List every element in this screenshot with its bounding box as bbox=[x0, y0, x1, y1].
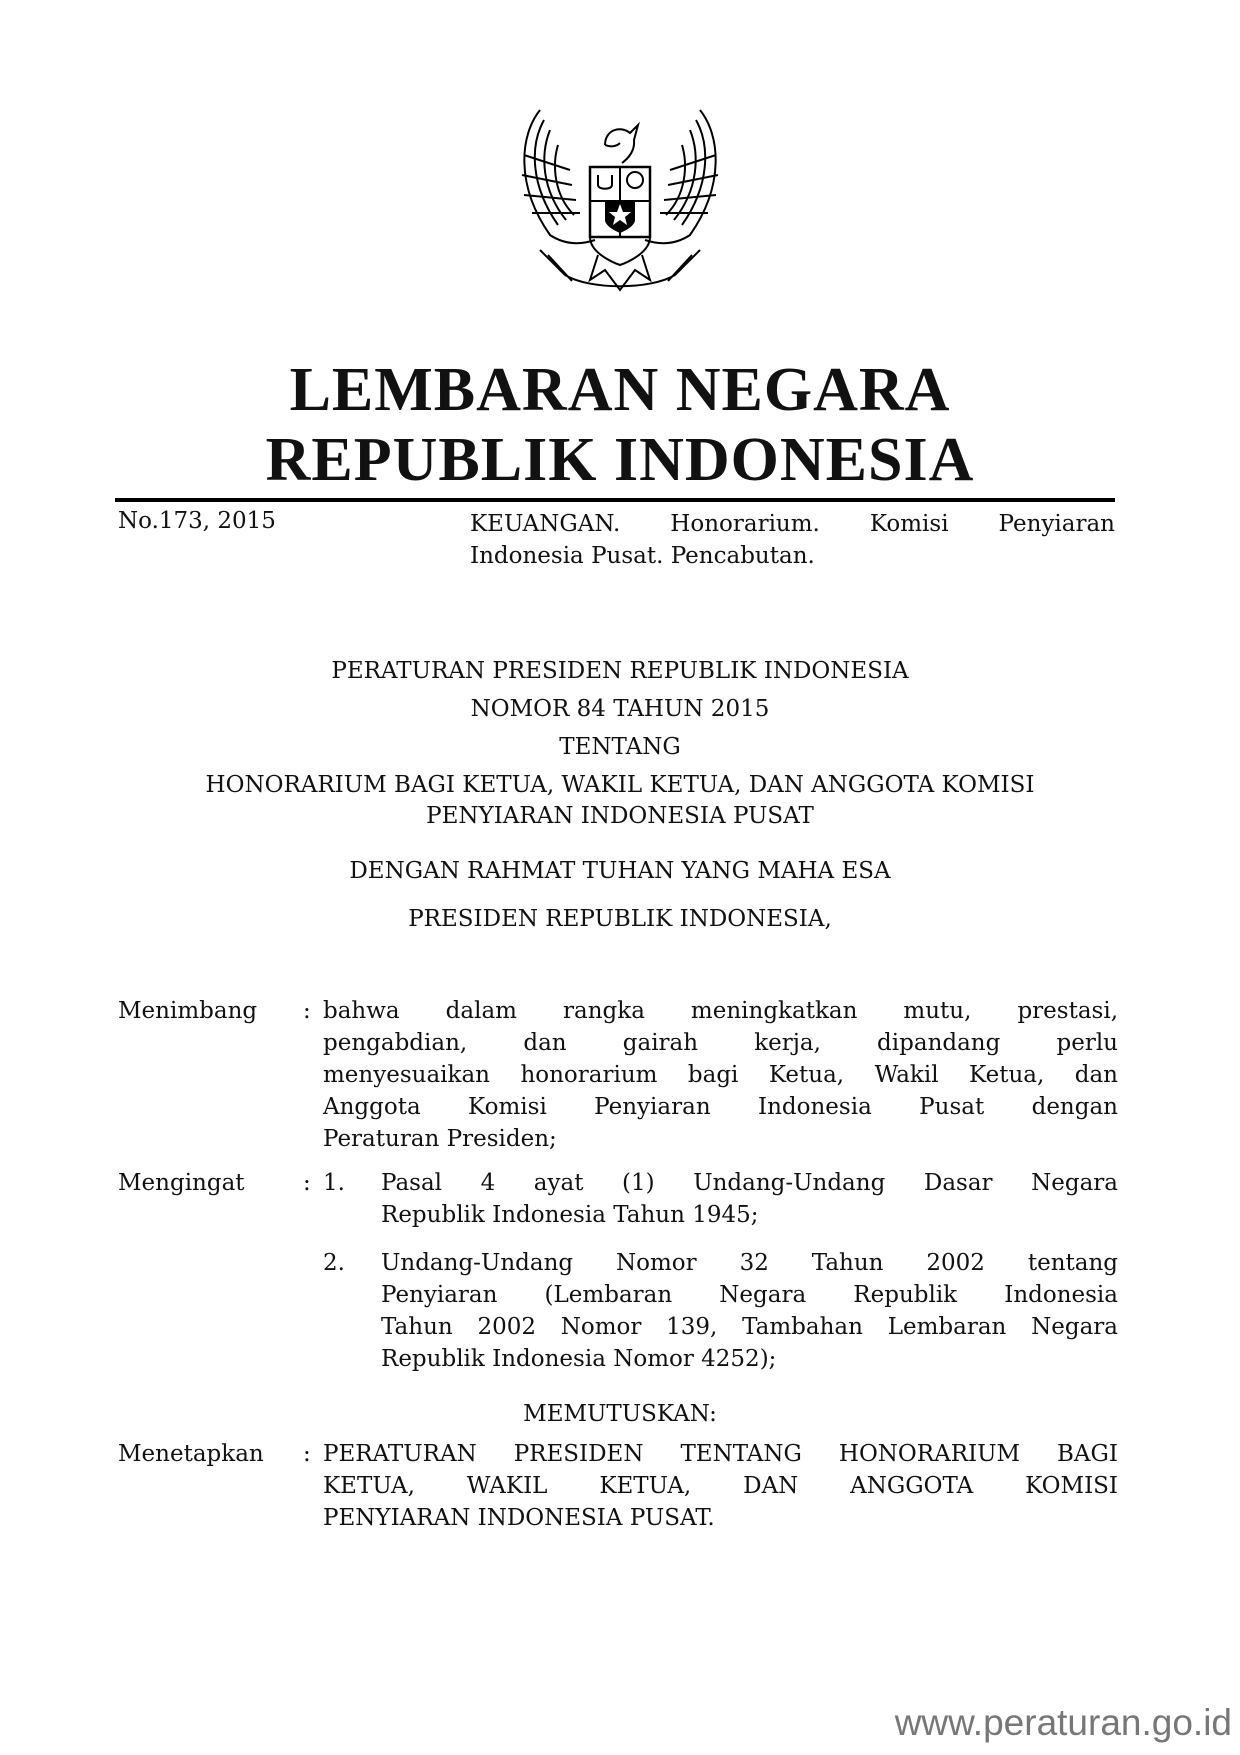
subject-line: Indonesia Pusat. Pencabutan. bbox=[470, 543, 815, 569]
item-number: 2. bbox=[323, 1250, 345, 1276]
mengingat-item-1 bbox=[381, 1167, 1118, 1231]
menimbang-label: Menimbang bbox=[118, 998, 258, 1024]
header-divider bbox=[115, 498, 1115, 502]
regulation-subject-line2: PENYIARAN INDONESIA PUSAT bbox=[426, 803, 814, 829]
regulation-heading: PERATURAN PRESIDEN REPUBLIK INDONESIA bbox=[331, 658, 909, 684]
text-line: Pasal 4 ayat (1) Undang-Undang Dasar Negara bbox=[381, 1170, 1118, 1196]
invocation: DENGAN RAHMAT TUHAN YANG MAHA ESA bbox=[349, 858, 891, 884]
text-line: pengabdian, dan gairah kerja, dipandang perlu bbox=[323, 1030, 1118, 1056]
subject-line: KEUANGAN. Honorarium. Komisi Penyiaran bbox=[470, 511, 1115, 537]
mengingat-section bbox=[118, 1167, 1118, 1237]
regulation-tentang: TENTANG bbox=[559, 734, 681, 760]
text-line: Peraturan Presiden; bbox=[323, 1126, 557, 1152]
text-line: menyesuaikan honorarium bagi Ketua, Wakil Ketua, dan bbox=[323, 1062, 1118, 1088]
regulation-subject-line1: HONORARIUM BAGI KETUA, WAKIL KETUA, DAN ANGGOTA KOMISI bbox=[205, 772, 1035, 798]
text-line: bahwa dalam rangka meningkatkan mutu, prestasi, bbox=[323, 998, 1118, 1024]
text-line: Anggota Komisi Penyiaran Indonesia Pusat dengan bbox=[323, 1094, 1118, 1120]
text-line: Penyiaran (Lembaran Negara Republik Indonesia bbox=[381, 1282, 1118, 1308]
gazette-subject bbox=[470, 508, 1115, 572]
mengingat-item-2 bbox=[381, 1247, 1118, 1375]
gazette-title-line2: REPUBLIK INDONESIA bbox=[265, 426, 975, 494]
menimbang-text bbox=[323, 995, 1118, 1155]
gazette-title-line1: LEMBARAN NEGARA bbox=[289, 356, 951, 424]
menimbang-section bbox=[118, 995, 1118, 1165]
text-line: PENYIARAN INDONESIA PUSAT. bbox=[323, 1505, 715, 1531]
text-line: Undang-Undang Nomor 32 Tahun 2002 tentang bbox=[381, 1250, 1118, 1276]
colon: : bbox=[303, 1441, 311, 1467]
item-number: 1. bbox=[323, 1170, 345, 1196]
president-heading: PRESIDEN REPUBLIK INDONESIA, bbox=[408, 906, 832, 932]
memutuskan-heading: MEMUTUSKAN: bbox=[523, 1401, 717, 1427]
text-line: KETUA, WAKIL KETUA, DAN ANGGOTA KOMISI bbox=[323, 1473, 1118, 1499]
mengingat-item-2-row bbox=[118, 1247, 1118, 1377]
text-line: Republik Indonesia Tahun 1945; bbox=[381, 1202, 759, 1228]
menetapkan-section bbox=[118, 1438, 1118, 1538]
regulation-number: NOMOR 84 TAHUN 2015 bbox=[470, 696, 770, 722]
text-line: Republik Indonesia Nomor 4252); bbox=[381, 1346, 777, 1372]
menetapkan-label: Menetapkan bbox=[118, 1441, 264, 1467]
footer-url: www.peraturan.go.id bbox=[894, 1702, 1232, 1743]
mengingat-label: Mengingat bbox=[118, 1170, 245, 1196]
menetapkan-text bbox=[323, 1438, 1118, 1534]
gazette-number: No.173, 2015 bbox=[118, 508, 276, 534]
text-line: Tahun 2002 Nomor 139, Tambahan Lembaran Negara bbox=[381, 1314, 1118, 1340]
garuda-emblem-icon bbox=[510, 95, 730, 305]
colon: : bbox=[303, 998, 311, 1024]
colon: : bbox=[303, 1170, 311, 1196]
text-line: PERATURAN PRESIDEN TENTANG HONORARIUM BAGI bbox=[323, 1441, 1118, 1467]
